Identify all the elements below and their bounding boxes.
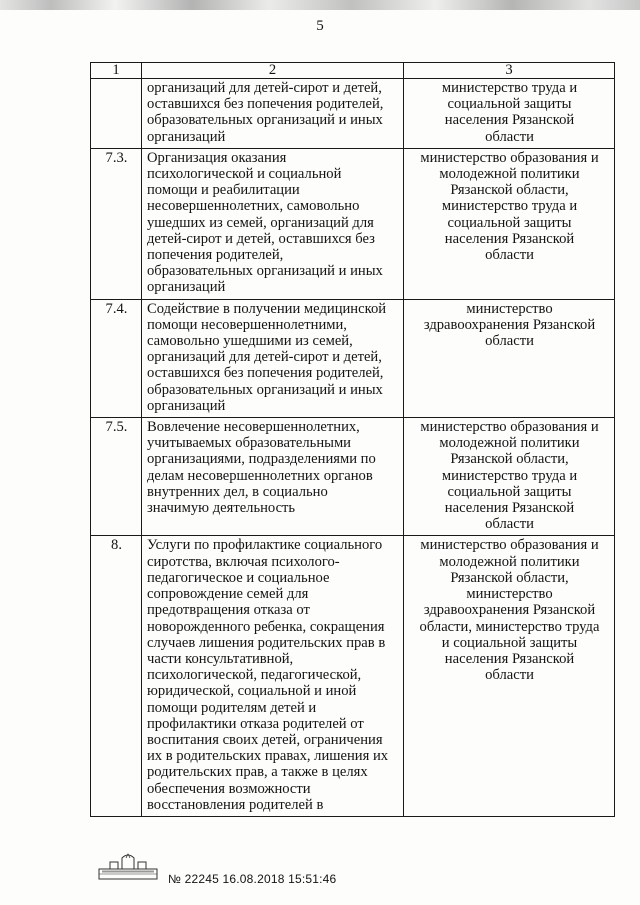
responsible-agency bbox=[404, 79, 615, 149]
description-line: образовательных организаций и иных bbox=[147, 263, 383, 280]
agency-line: министерство труда и bbox=[441, 80, 578, 96]
agency-line: здравоохранения Рязанской bbox=[423, 316, 596, 333]
row-number: 8. bbox=[91, 536, 142, 816]
description-line: организациями, подразделениями по bbox=[147, 451, 376, 468]
description-line: воспитания своих детей, ограничения bbox=[147, 731, 383, 748]
description-line: оставшихся без попечения родителей, bbox=[147, 365, 384, 382]
agency-line: области bbox=[485, 516, 534, 533]
description-line: Организация оказания bbox=[147, 149, 287, 166]
description-line: части консультативной, bbox=[147, 650, 294, 667]
agency-line: Рязанской области, bbox=[450, 451, 569, 468]
agency-line: области bbox=[485, 128, 534, 145]
agency-line: молодежной политики bbox=[439, 435, 580, 452]
description-line: организаций для детей-сирот и детей, bbox=[147, 349, 382, 366]
agency-line: и социальной защиты bbox=[441, 634, 578, 651]
measure-description bbox=[142, 299, 404, 417]
measure-description bbox=[142, 418, 404, 536]
measure-description bbox=[142, 148, 404, 299]
description-line: учитываемых образовательными bbox=[147, 435, 351, 452]
agency-line: министерство труда и bbox=[441, 467, 578, 484]
agency-line: Рязанской области, bbox=[450, 182, 569, 199]
description-line: педагогическое и социальное bbox=[147, 569, 330, 586]
description-line: Услуги по профилактике социального bbox=[147, 537, 383, 554]
table-row bbox=[91, 299, 615, 417]
description-line: сопровождение семей для bbox=[147, 586, 309, 603]
scan-edge-mark bbox=[0, 0, 640, 10]
description-line: помощи несовершеннолетними, bbox=[147, 316, 347, 333]
description-line: делам несовершеннолетних органов bbox=[147, 467, 373, 484]
agency-line: здравоохранения Рязанской bbox=[423, 602, 596, 619]
description-line: новорожденного ребенка, сокращения bbox=[147, 618, 385, 635]
agency-line: социальной защиты bbox=[447, 214, 572, 231]
description-line: Вовлечение несовершеннолетних, bbox=[147, 419, 360, 436]
description-line: организаций bbox=[147, 279, 226, 296]
table-header-row bbox=[91, 63, 615, 79]
header-cell-1: 1 bbox=[91, 63, 142, 79]
agency-line: министерство образования и bbox=[420, 537, 599, 554]
agency-line: населения Рязанской bbox=[444, 112, 575, 129]
description-line: профилактики отказа родителей от bbox=[147, 715, 364, 732]
description-line: восстановления родителей в bbox=[147, 796, 324, 813]
description-line: организаций для детей-сирот и детей, bbox=[147, 80, 382, 96]
agency-line: министерство труда и bbox=[441, 198, 578, 215]
description-line: значимую деятельность bbox=[147, 500, 296, 517]
row-number: 7.5. bbox=[91, 418, 142, 536]
description-line: ушедших из семей, организаций для bbox=[147, 214, 374, 231]
table-body bbox=[91, 63, 615, 817]
measures-table bbox=[90, 62, 615, 817]
agency-line: области bbox=[485, 247, 534, 264]
description-line: образовательных организаций и иных bbox=[147, 381, 383, 398]
agency-line: области bbox=[485, 667, 534, 684]
description-line: помощи и реабилитации bbox=[147, 182, 300, 199]
agency-line: молодежной политики bbox=[439, 553, 580, 570]
description-line: организаций bbox=[147, 397, 226, 414]
agency-line: молодежной политики bbox=[439, 166, 580, 183]
agency-line: населения Рязанской bbox=[444, 500, 575, 517]
description-line: их в родительских правах, лишения их bbox=[147, 748, 389, 765]
description-line: помощи родителям детей и bbox=[147, 699, 317, 716]
description-line: самовольно ушедшими из семей, bbox=[147, 333, 353, 350]
responsible-agency bbox=[404, 299, 615, 417]
description-line: попечения родителей, bbox=[147, 247, 284, 264]
agency-line: населения Рязанской bbox=[444, 650, 575, 667]
agency-line: социальной защиты bbox=[447, 483, 572, 500]
description-line: психологической и социальной bbox=[147, 166, 342, 183]
measure-description bbox=[142, 536, 404, 816]
row-number: 7.4. bbox=[91, 299, 142, 417]
description-line: психологической, педагогической, bbox=[147, 667, 362, 684]
agency-line: социальной защиты bbox=[447, 96, 572, 113]
table-row bbox=[91, 536, 615, 816]
agency-line: населения Рязанской bbox=[444, 230, 575, 247]
description-line: обеспечения возможности bbox=[147, 780, 311, 797]
description-line: детей-сирот и детей, оставшихся без bbox=[147, 230, 375, 247]
description-line: Содействие в получении медицинской bbox=[147, 300, 387, 317]
responsible-agency bbox=[404, 536, 615, 816]
agency-line: министерство образования и bbox=[420, 419, 599, 436]
table-row bbox=[91, 148, 615, 299]
responsible-agency bbox=[404, 418, 615, 536]
agency-line: министерство bbox=[466, 300, 553, 317]
description-line: случаев лишения родительских прав в bbox=[147, 634, 386, 651]
description-line: несовершеннолетних, самовольно bbox=[147, 198, 360, 215]
agency-line: области, министерство труда bbox=[419, 618, 600, 635]
row-number: 7.3. bbox=[91, 148, 142, 299]
description-line: родительских прав, а также в целях bbox=[147, 764, 368, 781]
description-line: сиротства, включая психолого- bbox=[147, 553, 340, 570]
registration-stamp: № 22245 16.08.2018 15:51:46 bbox=[168, 872, 337, 886]
page-number: 5 bbox=[316, 18, 324, 34]
header-cell-3: 3 bbox=[404, 63, 615, 79]
table-row bbox=[91, 79, 615, 149]
table-row bbox=[91, 418, 615, 536]
measure-description bbox=[142, 79, 404, 149]
agency-line: министерство образования и bbox=[420, 149, 599, 166]
description-line: оставшихся без попечения родителей, bbox=[147, 96, 384, 113]
row-number bbox=[91, 79, 142, 149]
description-line: предотвращения отказа от bbox=[147, 602, 310, 619]
description-line: организаций bbox=[147, 128, 226, 145]
government-seal-icon bbox=[98, 852, 158, 880]
description-line: образовательных организаций и иных bbox=[147, 112, 383, 129]
agency-line: Рязанской области, bbox=[450, 569, 569, 586]
description-line: внутренних дел, в социально bbox=[147, 483, 328, 500]
agency-line: области bbox=[485, 333, 534, 350]
header-cell-2: 2 bbox=[142, 63, 404, 79]
responsible-agency bbox=[404, 148, 615, 299]
description-line: юридической, социальной и иной bbox=[147, 683, 357, 700]
agency-line: министерство bbox=[466, 586, 553, 603]
